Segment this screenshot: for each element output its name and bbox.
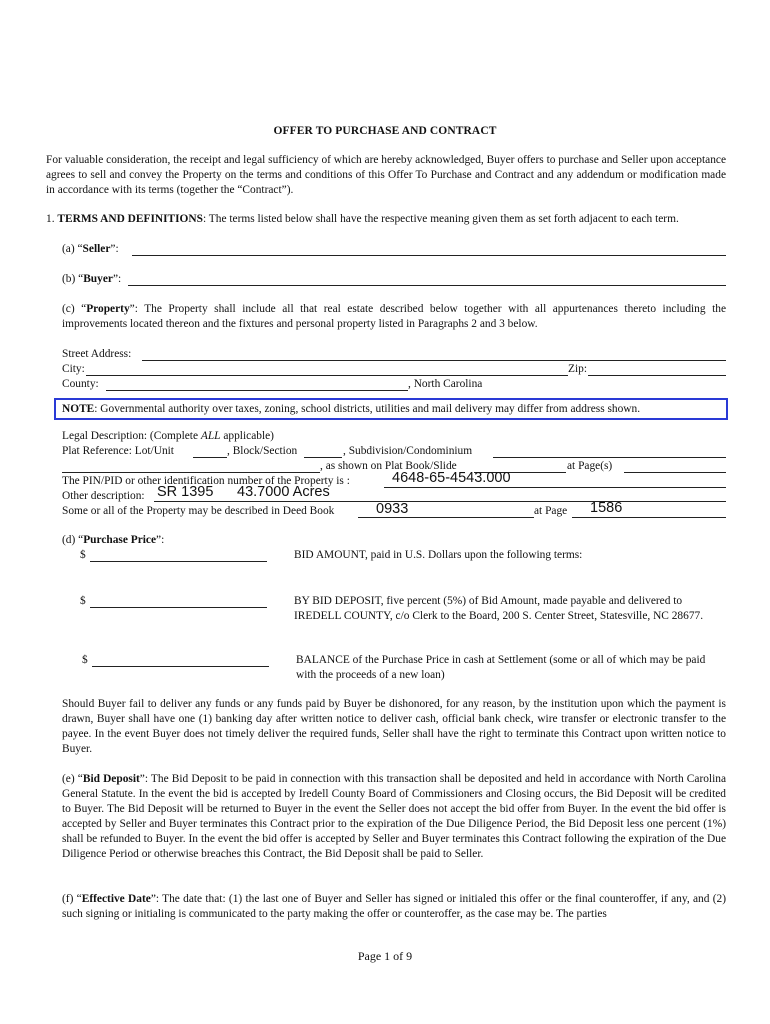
balance-dollar: $ xyxy=(82,654,88,666)
lot-unit-field[interactable] xyxy=(193,457,227,458)
intro-paragraph: For valuable consideration, the receipt and legal sufficiency of which are hereby acknowledged, Buyer offers to purchase and Seller upon acceptance agrees to sell and convey the Property on the terms and conditions of this Offer To Purchase and Contract and any addendum or modification made in accordance with its terms (together the “Contract”). xyxy=(46,154,726,196)
balance-field[interactable] xyxy=(92,666,269,667)
section-terms-definitions xyxy=(46,212,726,227)
bid-amount-dollar: $ xyxy=(80,549,86,561)
zip-label: Zip: xyxy=(568,363,587,375)
legal-description-heading: Legal Description: (Complete ALL applicable) xyxy=(62,430,274,442)
bid-deposit-dollar: $ xyxy=(80,595,86,607)
subdivision-field[interactable] xyxy=(493,457,726,458)
pin-field[interactable] xyxy=(384,487,726,488)
effective-date-paragraph: (f) “Effective Date”: The date that: (1) the last one of Buyer and Seller has signed or initialed this offer or the final counteroffer, if any, and (2) such signing or initialing is communicated to the party making the offer or counteroffer, as the case may be. The parties xyxy=(62,893,726,920)
purchase-price-label: (d) “Purchase Price”: xyxy=(62,534,165,546)
bid-amount-field[interactable] xyxy=(90,561,267,562)
buyer-field[interactable] xyxy=(128,285,726,286)
subdivision-label: , Subdivision/Condominium xyxy=(343,445,473,457)
seller-label: (a) “Seller”: xyxy=(62,243,119,255)
state-text: , North Carolina xyxy=(408,378,483,390)
deed-page-value: 1586 xyxy=(590,500,623,516)
at-page-label: at Page xyxy=(534,505,568,517)
document-title: OFFER TO PURCHASE AND CONTRACT xyxy=(273,125,497,137)
block-section-label: , Block/Section xyxy=(227,445,298,457)
buyer-label: (b) “Buyer”: xyxy=(62,273,122,285)
balance-text: BALANCE of the Purchase Price in cash at Settlement (some or all of which may be paid with the proceeds of a new loan) xyxy=(296,654,706,681)
section-text: : The terms listed below shall have the respective meaning given them as set forth adjacent to each term. xyxy=(202,213,679,225)
bid-deposit-field[interactable] xyxy=(90,607,267,608)
other-description-value-acres: 43.7000 Acres xyxy=(237,484,330,500)
other-description-label: Other description: xyxy=(62,490,145,502)
other-description-value-road: SR 1395 xyxy=(157,484,214,500)
bid-deposit-text: BY BID DEPOSIT, five percent (5%) of Bid Amount, made payable and delivered to IREDELL COUNTY, c/o Clerk to the Board, 200 S. Center Street, Statesville, NC 28677. xyxy=(294,595,704,622)
city-label: City: xyxy=(62,363,85,375)
zip-field[interactable] xyxy=(588,375,726,376)
deed-book-label: Some or all of the Property may be described in Deed Book xyxy=(62,505,335,517)
street-address-field[interactable] xyxy=(142,360,726,361)
other-description-field[interactable] xyxy=(154,501,726,502)
street-address-label: Street Address: xyxy=(62,348,132,360)
buyer-fail-paragraph: Should Buyer fail to deliver any funds or any funds paid by Buyer be dishonored, for any reason, by the institution upon which the payment is drawn, Buyer shall have one (1) banking day after written notice to deliver cash, official bank check, wire transfer or electronic transfer to the payee. In the event Buyer does not timely deliver the required funds, Seller shall have the right to terminate this Contract upon written notice to Buyer. xyxy=(62,698,726,755)
note-text: : Governmental authority over taxes, zoning, school districts, utilities and mail delivery may differ from address shown. xyxy=(94,403,641,415)
plat-book-label: , as shown on Plat Book/Slide xyxy=(320,460,457,472)
pin-value: 4648-65-4543.000 xyxy=(392,470,511,486)
plat-reference-label: Plat Reference: Lot/Unit xyxy=(62,445,174,457)
deed-book-value: 0933 xyxy=(376,501,409,517)
section-heading: TERMS AND DEFINITIONS xyxy=(57,213,203,225)
deed-book-field[interactable] xyxy=(358,517,534,518)
deed-page-field[interactable] xyxy=(572,517,726,518)
city-field[interactable] xyxy=(86,375,568,376)
plat-pages-field[interactable] xyxy=(624,472,726,473)
pin-label: The PIN/PID or other identification number of the Property is : xyxy=(62,475,350,487)
note-box xyxy=(54,398,728,420)
at-pages-label: at Page(s) xyxy=(567,460,613,472)
bid-deposit-paragraph: (e) “Bid Deposit”: The Bid Deposit to be paid in connection with this transaction shall be deposited and held in accordance with North Carolina General Statute. In the event the bid is accepted by Iredell County Board of Commissioners and Closing occurs, the Bid Deposit will be credited to Buyer. The Bid Deposit will be returned to Buyer in the event the Seller does not accept the bid offer from Buyer. In the event the bid offer is accepted by Seller and Buyer terminates this Contract prior to the expiration of the Due Diligence Period, the Bid Deposit less one percent (1%) shall be refunded to Buyer. In the event the bid offer is accepted by Seller and Buyer terminates this Contract following the expiration of the Due Diligence Period or otherwise breaches this Contract, the Bid Deposit shall be paid to Seller. xyxy=(62,773,727,860)
note-label: NOTE xyxy=(62,403,95,415)
property-paragraph: (c) “Property”: The Property shall include all that real estate described below together with all appurtenances thereto including the improvements located thereon and the fixtures and personal property listed in Paragraphs 2 and 3 below. xyxy=(62,303,727,330)
county-label: County: xyxy=(62,378,99,390)
block-section-field[interactable] xyxy=(304,457,342,458)
county-field[interactable] xyxy=(106,390,408,391)
seller-field[interactable] xyxy=(132,255,726,256)
subdivision-continued-field[interactable] xyxy=(62,472,320,473)
bid-amount-text: BID AMOUNT, paid in U.S. Dollars upon the following terms: xyxy=(294,549,583,561)
page-number: Page 1 of 9 xyxy=(357,949,413,963)
property-term: Property xyxy=(86,303,130,315)
section-number: 1. xyxy=(46,213,55,225)
